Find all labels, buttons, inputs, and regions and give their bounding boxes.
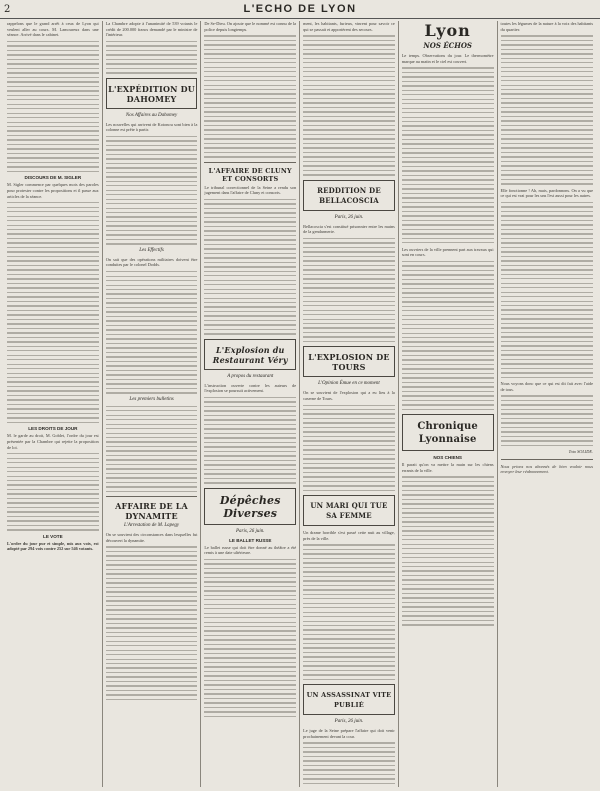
text-block <box>501 395 594 446</box>
assassinat-headline: UN ASSASSINAT VITE PUBLIÉ <box>306 691 392 710</box>
ballet-text: Le ballet russe qui doit être donné au théâtre a été remis à une date ultérieure. <box>204 544 297 556</box>
mari-headline: UN MARI QUI TUE SA FEMME <box>310 501 388 521</box>
text-block <box>204 397 296 484</box>
column-6-intro: toutes les légumes de la nature à la voix des habitants du quartier. <box>500 21 594 32</box>
echos-text-2: Les ouvriers de la ville prennent part aux travaux qui sont en cours. <box>401 246 494 258</box>
text-block <box>7 41 99 172</box>
text-block <box>204 199 296 335</box>
newspaper-title: L'ECHO DE LYON <box>243 3 357 15</box>
divider <box>106 496 198 497</box>
text-block <box>501 35 594 184</box>
tours-text: On se souvient de l'explosion qui a eu lieu à la caserne de Tours. <box>303 390 395 401</box>
mari-headline-box <box>303 495 395 526</box>
column-6-text-2: Elle fonctionne ! Ah, mais, pardonnons. On a vu que ce qui est vrai pour les uns l'est aussi pour les autres. <box>500 187 594 199</box>
chiens-text: Il parait qu'on va mettre la main sur les chiens errants de la ville. <box>401 462 494 473</box>
very-headline: L'Explosion du Restaurant Véry <box>212 344 288 365</box>
bellacoscia-dateline: Paris, 26 juin. <box>334 214 364 220</box>
lyon-section-title: Lyon <box>424 21 471 40</box>
dahomey-headline-box <box>106 78 198 109</box>
bellacoscia-headline-box <box>303 180 395 211</box>
depeches-headline-box <box>204 488 296 525</box>
droits-heading: LES DROITS DE JOUR <box>28 426 78 432</box>
bulletins-label: Les premiers bulletins <box>129 396 174 402</box>
text-block <box>402 67 494 243</box>
chronique-headline: Chronique Lyonnaise <box>417 421 478 446</box>
dynamite-text: On se souvient des circonstances dans lesquelles fut découvert la dynamite. <box>105 532 198 543</box>
column-2-intro: La Chambre adopte à l'unanimité de 539 votants le crédit de 200.000 francs demandé par le ministre de l'intérieur. <box>105 21 198 38</box>
very-subhead: A propos du restaurant <box>227 373 274 379</box>
text-block <box>303 742 395 784</box>
page-number: 2 <box>4 4 11 15</box>
droits-text: M. le garde au droit, M. Goblet, l'ordre du jour est présentée par la Chambre qui rejette la proposition de loi. <box>7 433 99 450</box>
effectifs-label: Les Effectifs <box>139 247 164 253</box>
text-block <box>303 35 395 175</box>
assassinat-dateline: Paris, 26 juin. <box>334 719 364 725</box>
vote-text: L'ordre du jour pur et simple, mis aux voix, est adopté par 294 voix contre 252 sur 546 votants. <box>7 540 99 552</box>
tours-subhead: L'Opinion Émue en ce moment <box>318 381 380 387</box>
text-block <box>303 544 395 680</box>
text-block <box>303 238 395 343</box>
assassinat-text: Le juge de la Seine prépare l'affaire qui doit venir prochainement devant la cour. <box>303 728 395 739</box>
column-2 <box>103 21 202 787</box>
dynamite-subhead: L'Arrestation de M. Lapegy <box>124 523 180 529</box>
signature: Toto SOLIDE. <box>568 449 594 455</box>
column-3-intro: De Se-Dieu. On ajoute que le nommé est connu de la police depuis longtemps. <box>204 21 297 32</box>
ballet-heading: LE BALLET RUSSE <box>229 537 272 543</box>
text-block <box>402 261 494 410</box>
very-headline-box <box>204 339 296 370</box>
divider <box>204 162 296 163</box>
text-block <box>402 476 494 625</box>
nos-chiens-heading: NOS CHIENS <box>433 455 462 461</box>
text-block <box>106 546 198 700</box>
text-block <box>106 406 198 493</box>
column-6 <box>498 21 597 787</box>
text-block <box>106 136 198 245</box>
assassinat-headline-box <box>303 684 395 715</box>
divider <box>501 459 594 460</box>
column-3 <box>201 21 300 787</box>
nos-echos-heading: NOS ÉCHOS <box>423 41 472 50</box>
dahomey-text: Les nouvelles qui arrivent de Kotonou sont bien à la colonne est prête à partir. <box>105 121 198 133</box>
dynamite-headline: AFFAIRE DE LA DYNAMITE <box>115 501 188 522</box>
depeches-dateline: Paris, 26 juin. <box>235 528 265 534</box>
text-block <box>303 405 395 492</box>
discours-heading: DISCOURS DE M. SIGLER <box>24 175 82 181</box>
page-columns <box>4 21 596 787</box>
text-block <box>7 453 99 531</box>
echos-text: Le temps. Observations du jour. Le thermomètre marque au matin et le ciel est couvert. <box>401 53 494 64</box>
closing-note: Nous prions nos abonnés de bien vouloir nous envoyer leur réabonnement. <box>500 463 594 475</box>
tours-headline-box <box>303 346 395 377</box>
effectifs-text: On sait que des opérations militaires doivent être conduites par le colonel Dodds. <box>105 256 198 268</box>
text-block <box>501 202 594 378</box>
text-block <box>204 559 296 717</box>
discours-text: M. Sigler commence par quelques mots des paroles pour protester contre les propositions et il passe aux articles de la séance. <box>7 182 99 199</box>
column-5 <box>399 21 498 787</box>
bellacoscia-text: Bellacoscia s'est constitué prisonnier entre les mains de la gendarmerie. <box>303 223 395 235</box>
column-1 <box>4 21 103 787</box>
depeches-headline: Dépêches Diverses <box>219 493 281 520</box>
column-6-text-3: Nous voyons donc que ce qui est dit fait avec l'aide de tous. <box>500 381 594 392</box>
column-4-intro: ment, les habitants, furieux, vinrent pour savoir ce qui se passait et apportèrent des secours. <box>303 21 395 32</box>
mari-text: Un drame horrible s'est passé cette nuit au village, près de la ville. <box>303 530 395 541</box>
bellacoscia-headline: REDDITION DE BELLACOSCIA <box>317 185 381 205</box>
dahomey-headline: L'EXPÉDITION DU DAHOMEY <box>108 83 195 104</box>
masthead <box>0 2 600 19</box>
cluny-text: Le tribunal correctionnel de la Seine a rendu son jugement dans l'affaire de Cluny et consorts. <box>204 184 297 196</box>
text-block <box>7 202 99 423</box>
text-block <box>106 41 198 74</box>
tours-headline: L'EXPLOSION DE TOURS <box>308 352 390 373</box>
dahomey-subhead: Nos Affaires au Dahomey <box>125 112 178 118</box>
very-text: L'instruction ouverte contre les auteurs de l'explosion se poursuit activement. <box>204 382 297 394</box>
chronique-headline-box <box>402 414 494 451</box>
text-block <box>204 35 296 157</box>
vote-heading: LE VOTE <box>43 533 63 539</box>
column-4 <box>300 21 399 787</box>
column-1-intro: rappelons que le grand arrêt à ceux de Lyon qui veulent aller au cours. M. Lamoureux dans une séance. Arrivé dans le cabinet. <box>7 21 99 38</box>
text-block <box>106 271 198 393</box>
cluny-headline: L'AFFAIRE DE CLUNY ET CONSORTS <box>208 166 292 183</box>
